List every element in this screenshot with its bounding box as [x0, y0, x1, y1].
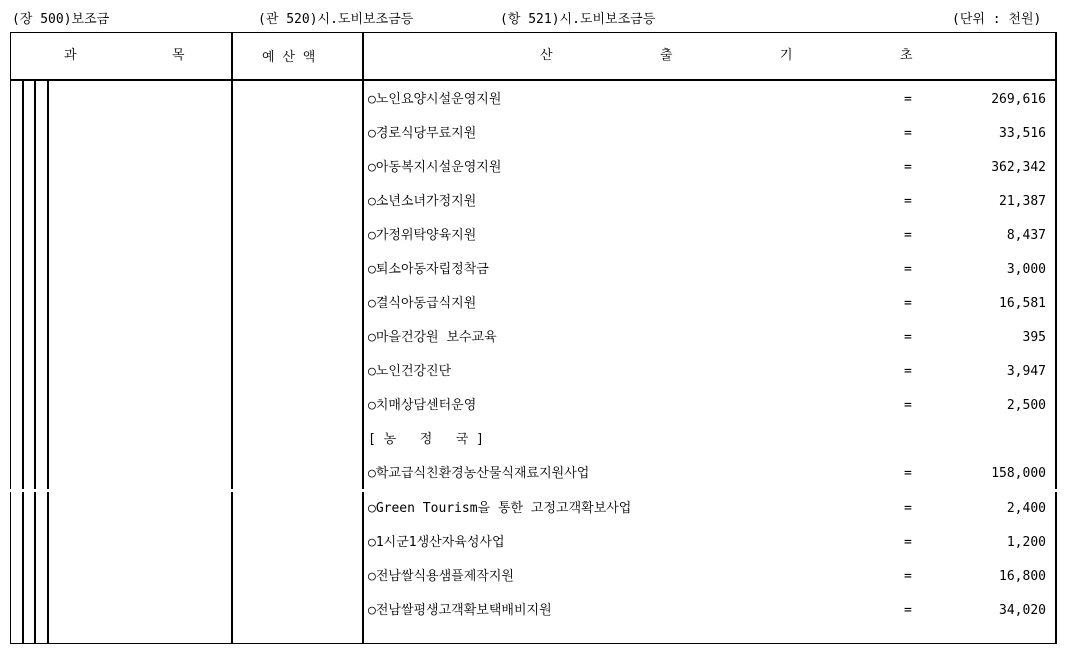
- department-heading-row: [366, 430, 1046, 450]
- basis-row-label: ○마을건강원 보수교육: [368, 330, 497, 345]
- table-left-border: [10, 32, 11, 644]
- basis-row: [366, 464, 1046, 484]
- basis-row-eq: =: [904, 603, 912, 618]
- basis-row-amount: 16,800: [999, 569, 1046, 584]
- basis-row-amount: 2,500: [1006, 398, 1046, 413]
- column-divider-budget: [231, 32, 233, 644]
- basis-row-amount: 34,020: [999, 603, 1046, 618]
- basis-row-amount: 269,616: [991, 92, 1046, 107]
- header-gwamok-2: 목: [172, 48, 185, 63]
- basis-row: [366, 260, 1046, 280]
- basis-row-eq: =: [904, 228, 912, 243]
- basis-row-label: ○Green Tourism을 통한 고정고객확보사업: [368, 501, 632, 516]
- basis-row-label: ○가정위탁양육지원: [368, 228, 477, 243]
- basis-row-amount: 21,387: [999, 194, 1046, 209]
- basis-row-label: ○학교급식친환경농산물식재료지원사업: [368, 466, 590, 481]
- basis-row-eq: =: [904, 535, 912, 550]
- basis-row-amount: 395: [1022, 330, 1046, 345]
- table-bottom-border: [10, 643, 1057, 644]
- item-label: (항 521)시.도비보조금등: [500, 12, 656, 27]
- basis-row-eq: =: [904, 194, 912, 209]
- basis-row-eq: =: [904, 501, 912, 516]
- basis-row-label: ○결식아동급식지원: [368, 296, 477, 311]
- basis-row-amount: 3,000: [1006, 262, 1046, 277]
- basis-row-amount: 33,516: [999, 126, 1046, 141]
- basis-row-eq: =: [904, 569, 912, 584]
- basis-row-eq: =: [904, 364, 912, 379]
- basis-row: [366, 124, 1046, 144]
- basis-row: [366, 567, 1046, 587]
- basis-row-label: ○경로식당무료지원: [368, 126, 477, 141]
- basis-row-amount: 362,342: [991, 160, 1046, 175]
- basis-row-label: ○1시군1생산자육성사업: [368, 535, 505, 550]
- header-gwamok-1: 과: [64, 48, 77, 63]
- basis-row-amount: 3,947: [1006, 364, 1046, 379]
- basis-row-eq: =: [904, 330, 912, 345]
- basis-row: [366, 90, 1046, 110]
- basis-row-label: ○치매상담센터운영: [368, 398, 477, 413]
- basis-row: [366, 226, 1046, 246]
- section-label: (관 520)시.도비보조금등: [258, 12, 414, 27]
- unit-label: (단위 : 천원): [952, 12, 1042, 27]
- basis-row: [366, 294, 1046, 314]
- basis-row-label: ○노인요양시설운영지원: [368, 92, 502, 107]
- basis-row-eq: =: [904, 92, 912, 107]
- basis-row-label: ○퇴소아동자립정착금: [368, 262, 489, 277]
- header-basis-2: 출: [660, 48, 673, 63]
- basis-row: [366, 328, 1046, 348]
- basis-row-label: ○소년소녀가정지원: [368, 194, 477, 209]
- department-heading: [ 농 정 국 ]: [368, 432, 484, 447]
- category-line-1: [22, 81, 24, 644]
- basis-row-label: ○전남쌀평생고객확보택배비지원: [368, 603, 552, 618]
- basis-row: [366, 499, 1046, 519]
- basis-row-amount: 16,581: [999, 296, 1046, 311]
- basis-row-eq: =: [904, 466, 912, 481]
- chapter-label: (장 500)보조금: [12, 12, 110, 27]
- table-top-border: [10, 32, 1057, 33]
- basis-row-label: ○전남쌀식용샘플제작지원: [368, 569, 514, 584]
- basis-row-eq: =: [904, 296, 912, 311]
- category-line-3: [47, 81, 49, 644]
- page-break-gap: [0, 489, 1067, 492]
- header-budget: 예 산 액: [262, 50, 316, 65]
- basis-row: [366, 601, 1046, 621]
- basis-row-label: ○노인건강진단: [368, 364, 452, 379]
- basis-row-amount: 158,000: [991, 466, 1046, 481]
- basis-row-eq: =: [904, 398, 912, 413]
- basis-row-eq: =: [904, 160, 912, 175]
- column-divider-basis: [362, 32, 364, 644]
- basis-row-eq: =: [904, 126, 912, 141]
- header-basis-4: 초: [900, 48, 913, 63]
- basis-row: [366, 362, 1046, 382]
- basis-row-amount: 2,400: [1006, 501, 1046, 516]
- header-basis-3: 기: [780, 48, 793, 63]
- basis-row-amount: 8,437: [1006, 228, 1046, 243]
- basis-row: [366, 396, 1046, 416]
- table-right-border: [1055, 32, 1057, 644]
- header-bottom-border: [10, 79, 1057, 81]
- category-line-2: [34, 81, 36, 644]
- basis-row: [366, 192, 1046, 212]
- basis-row-amount: 1,200: [1006, 535, 1046, 550]
- basis-row: [366, 158, 1046, 178]
- header-basis-1: 산: [540, 48, 553, 63]
- basis-row: [366, 533, 1046, 553]
- basis-row-eq: =: [904, 262, 912, 277]
- basis-row-label: ○아동복지시설운영지원: [368, 160, 502, 175]
